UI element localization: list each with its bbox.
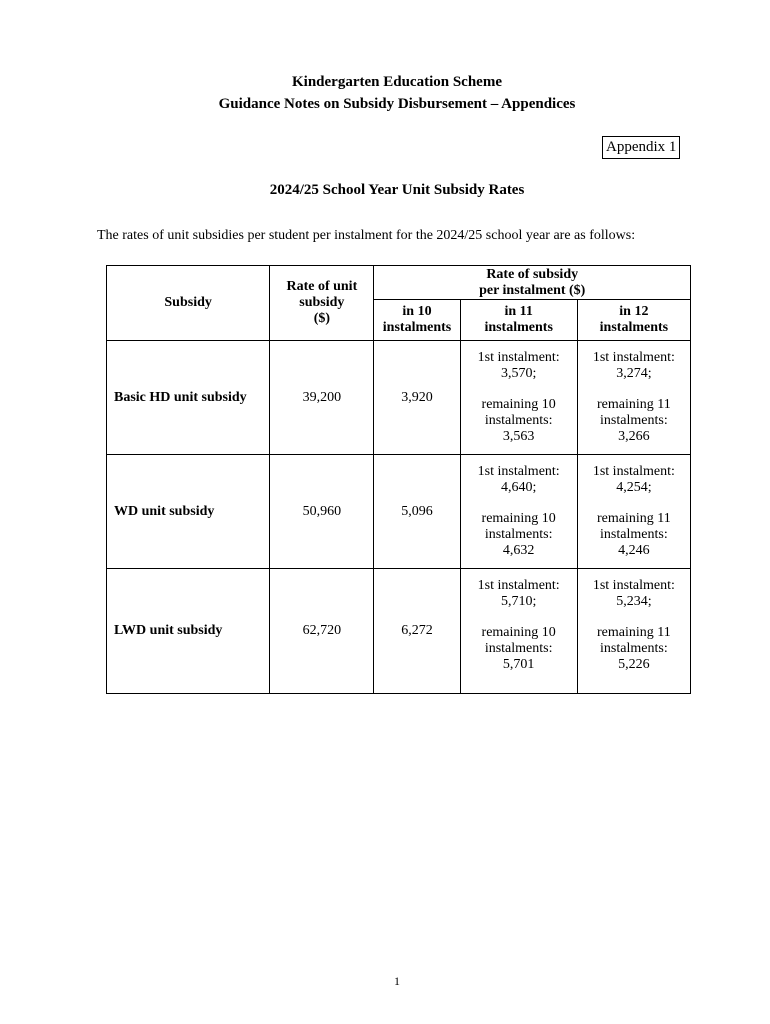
remaining-label: instalments: xyxy=(600,641,668,656)
first-instalment-value: 4,640; xyxy=(500,480,537,495)
first-instalment-value: 4,254; xyxy=(616,480,652,495)
rate-in-10: 3,920 xyxy=(374,341,460,455)
header-in-11-line: instalments xyxy=(484,320,553,335)
first-instalment-value: 5,710; xyxy=(500,594,537,609)
rate-in-11 xyxy=(460,455,577,569)
header-in-10-line: instalments xyxy=(382,320,452,335)
appendix-label: Appendix 1 xyxy=(602,136,680,159)
remaining-value: 4,246 xyxy=(618,543,650,558)
header-group-line: per instalment ($) xyxy=(479,282,586,298)
page-number: 1 xyxy=(394,974,400,988)
remaining-value: 5,701 xyxy=(502,657,535,672)
header-in-10-line: in 10 xyxy=(402,304,432,319)
rate-in-12 xyxy=(577,341,690,455)
first-instalment-label: 1st instalment: xyxy=(477,464,560,479)
remaining-label: remaining 11 xyxy=(597,511,671,526)
first-instalment-label: 1st instalment: xyxy=(592,464,675,479)
header-rate xyxy=(270,266,374,341)
remaining-label: instalments: xyxy=(600,413,668,428)
remaining-label: remaining 10 xyxy=(481,625,556,640)
header-rate-line: Rate of unit xyxy=(286,279,358,294)
rate-in-10: 6,272 xyxy=(374,569,460,694)
table-row xyxy=(107,341,691,455)
intro-text: The rates of unit subsidies per student per instalment for the 2024/25 school year are as follows: xyxy=(97,228,636,243)
subsidy-name: Basic HD unit subsidy xyxy=(107,341,270,455)
remaining-label: instalments: xyxy=(600,527,668,542)
table-row xyxy=(107,455,691,569)
rate-in-12 xyxy=(577,569,690,694)
remaining-value: 5,226 xyxy=(618,657,650,672)
remaining-value: 3,266 xyxy=(618,429,650,444)
remaining-label: remaining 10 xyxy=(481,397,556,412)
first-instalment-label: 1st instalment: xyxy=(477,350,560,365)
rate-in-11 xyxy=(460,341,577,455)
remaining-label: remaining 11 xyxy=(597,397,671,412)
header-in-12-line: in 12 xyxy=(619,304,649,319)
document-header xyxy=(0,71,770,115)
first-instalment-value: 3,274; xyxy=(616,366,652,381)
header-group-line: Rate of subsidy xyxy=(486,266,579,282)
header-rate-line: ($) xyxy=(313,311,331,326)
remaining-label: instalments: xyxy=(484,527,553,542)
remaining-value: 3,563 xyxy=(502,429,535,444)
remaining-label: remaining 10 xyxy=(481,511,556,526)
spacer xyxy=(578,610,690,625)
subsidy-rates-table xyxy=(106,265,691,694)
header-in-11 xyxy=(460,300,577,341)
spacer xyxy=(461,382,577,397)
header-in-12 xyxy=(577,300,690,341)
remaining-value: 4,632 xyxy=(502,543,535,558)
header-title: Kindergarten Education Scheme xyxy=(292,74,502,90)
remaining-label: instalments: xyxy=(484,413,553,428)
spacer xyxy=(578,382,690,397)
unit-rate: 62,720 xyxy=(270,569,374,694)
table-row xyxy=(107,569,691,694)
remaining-label: remaining 11 xyxy=(597,625,671,640)
rate-in-10: 5,096 xyxy=(374,455,460,569)
remaining-label: instalments: xyxy=(484,641,553,656)
first-instalment-value: 3,570; xyxy=(500,366,537,381)
header-instalment-group xyxy=(374,266,691,300)
subsidy-name: WD unit subsidy xyxy=(107,455,270,569)
header-in-11-line: in 11 xyxy=(504,304,533,319)
subsidy-name: LWD unit subsidy xyxy=(107,569,270,694)
spacer xyxy=(461,610,577,625)
first-instalment-label: 1st instalment: xyxy=(592,350,675,365)
first-instalment-value: 5,234; xyxy=(616,594,652,609)
table-header-row xyxy=(107,266,691,300)
first-instalment-label: 1st instalment: xyxy=(592,578,675,593)
rate-in-12 xyxy=(577,455,690,569)
first-instalment-label: 1st instalment: xyxy=(477,578,560,593)
unit-rate: 50,960 xyxy=(270,455,374,569)
header-in-10 xyxy=(374,300,460,341)
header-in-12-line: instalments xyxy=(599,320,669,335)
rate-in-11 xyxy=(460,569,577,694)
document-subtitle: 2024/25 School Year Unit Subsidy Rates xyxy=(269,182,525,198)
header-rate-line: subsidy xyxy=(299,295,345,310)
header-subsidy xyxy=(107,266,270,341)
spacer xyxy=(461,496,577,511)
spacer xyxy=(578,496,690,511)
header-subsidy-label: Subsidy xyxy=(164,295,212,310)
header-subtitle: Guidance Notes on Subsidy Disbursement – Appendices xyxy=(218,96,576,112)
unit-rate: 39,200 xyxy=(270,341,374,455)
